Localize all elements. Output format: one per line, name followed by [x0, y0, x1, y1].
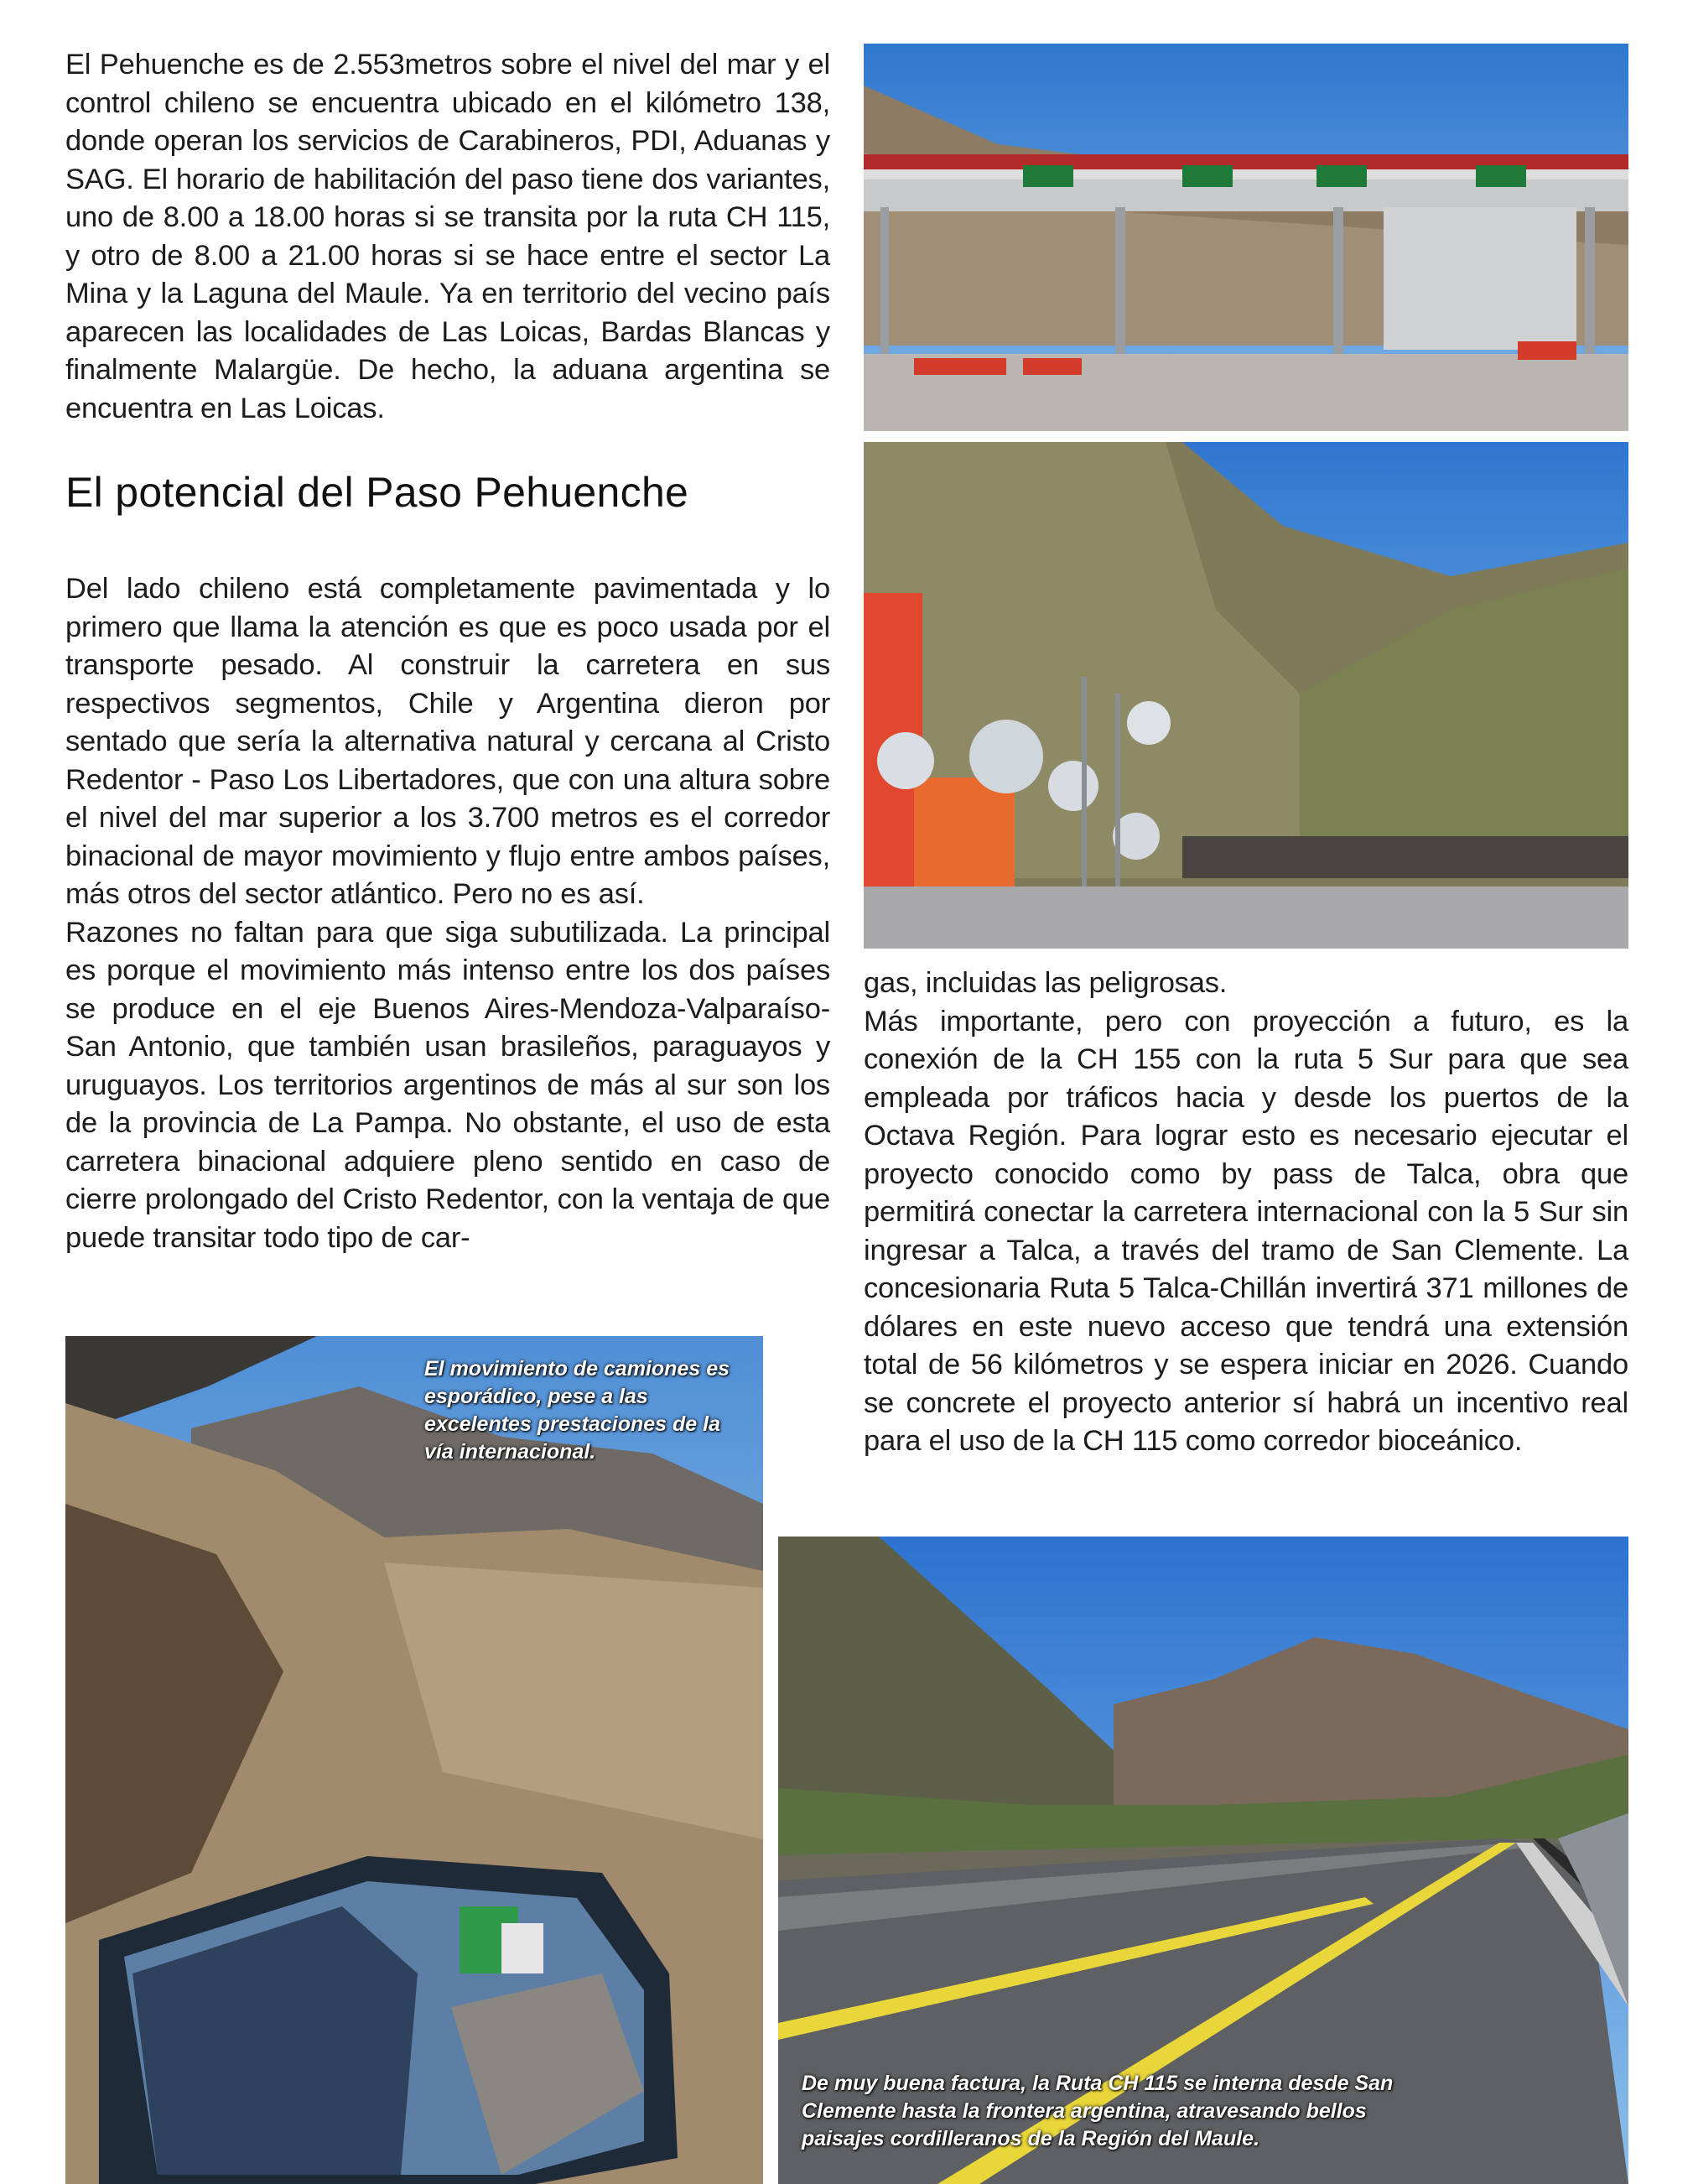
paragraph-2: Razones no faltan para que siga subutilizada. La principal es porque el movimiento más intenso entre los dos países se produce en el eje Buenos Aires-Mendoza-Valparaíso-San Antonio, que también usan brasileños, paraguayos y uruguayos. Los territorios argentinos de más al sur son los de la provincia de La Pampa. No obstante, el uso de esta carretera binacional adquiere pleno sentido en caso de cierre prolongado del Cristo Redentor, con la ventaja de que puede transitar todo tipo de car-	[65, 916, 830, 1254]
road-photo-caption: De muy buena factura, la Ruta CH 115 se interna desde San Clemente hasta la frontera argentina, atravesando bellos paisajes cordilleranos de la Región del Maule.	[802, 2072, 1394, 2150]
left-body	[65, 570, 830, 1257]
intro-text: El Pehuenche es de 2.553metros sobre el nivel del mar y el control chileno se encuentra ubicado en el kilómetro 138, donde operan los servicios de Carabineros, PDI, Aduanas y SAG. El horario de habilitación del paso tiene dos variantes, uno de 8.00 a 18.00 horas si se transita por la ruta CH 115, y otro de 8.00 a 21.00 horas si se hace entre el sector La Mina y la Laguna del Maule. Ya en territorio del vecino país aparecen las localidades de Las Loicas, Bardas Blancas y finalmente Malargüe. De hecho, la aduana argentina se encuentra en Las Loicas.	[65, 49, 830, 424]
intro-paragraph	[65, 46, 830, 428]
mirror-photo-caption: El movimiento de camiones es esporádico, pese a las excelentes prestaciones de la vía internacional.	[424, 1357, 730, 1464]
right-body	[864, 965, 1628, 1461]
paragraph-1: Del lado chileno está completamente pavimentada y lo primero que llama la atención es que es poco usada por el transporte pesado. Al construir la carretera en sus respectivos segmentos, Chile y Argentina dieron por sentado que sería la alternativa natural y cercana al Cristo Redentor - Paso Los Libertadores, que con una altura sobre el nivel del mar superior a los 3.700 metros es el corredor binacional de mayor movimiento y flujo entre ambos países, más otros del sector atlántico. Pero no es así.	[65, 573, 830, 910]
right-paragraph: Más importante, pero con proyección a futuro, es la conexión de la CH 155 con la ruta 5 Sur para que sea empleada por tráficos hacia y desde los puertos de la Octava Región. Para lograr esto es necesario ejecutar el proyecto conocido como by pass de Talca, obra que permitirá conectar la carretera internacional con la 5 Sur sin ingresar a Talca, a través del tramo de San Clemente. La concesionaria Ruta 5 Talca-Chillán invertirá 371 millones de dólares en este nuevo acceso que tendrá una extensión total de 56 kilómetros y se espera iniciar en 2026. Cuando se concrete el proyecto anterior sí habrá un incentivo real para el uso de la CH 115 como corredor bioceánico.	[864, 1005, 1628, 1457]
customs-canopy-photo	[864, 44, 1628, 431]
antennas-image	[864, 442, 1628, 949]
antennas-photo	[864, 442, 1628, 949]
customs-canopy-image	[864, 44, 1628, 431]
section-heading: El potencial del Paso Pehuenche	[65, 469, 689, 516]
right-continuation: gas, incluidas las peligrosas.	[864, 967, 1228, 999]
